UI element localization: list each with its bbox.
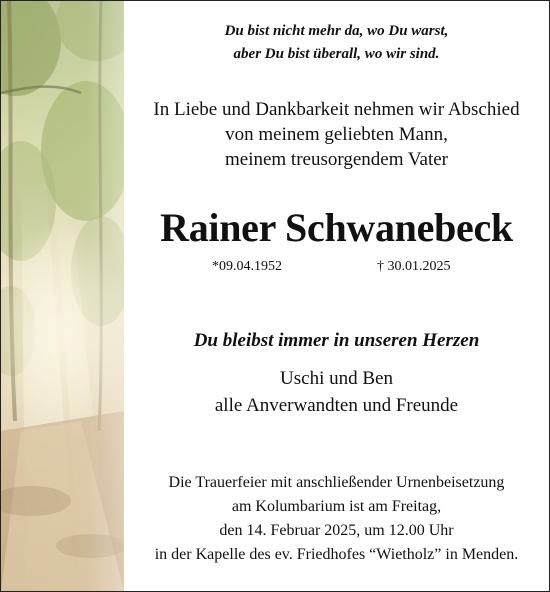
motto-line-1: Du bist nicht mehr da, wo Du warst, [224,23,449,39]
deceased-name: Rainer Schwanebeck [160,205,513,250]
ceremony-line-1: Die Trauerfeier mit anschließender Urnenbeisetzung [168,474,505,491]
birth-date: *09.04.1952 [212,259,282,274]
ceremony-line-2: am Kolumbarium ist am Freitag, [231,498,442,515]
intro-line-1: In Liebe und Dankbarkeit nehmen wir Abschied [153,99,520,120]
ceremony-line-4: in der Kapelle des ev. Friedhofes “Wietholz” in Menden. [154,546,519,563]
mourners-line-1: Uschi und Ben [280,368,393,389]
notice-text-area [124,1,549,591]
death-date: † 30.01.2025 [377,259,451,274]
tribute-line: Du bleibst immer in unseren Herzen [193,330,480,351]
motto-line-2: aber Du bist überall, wo wir sind. [233,46,440,62]
intro-line-2: von meinem geliebten Mann, [225,124,448,145]
ceremony-line-3: den 14. Februar 2025, um 12.00 Uhr [219,522,454,539]
intro-line-3: meinem treusorgendem Vater [224,149,448,170]
forest-path-image [1,1,124,591]
mourners-line-2: alle Anverwandten und Freunde [214,395,459,416]
